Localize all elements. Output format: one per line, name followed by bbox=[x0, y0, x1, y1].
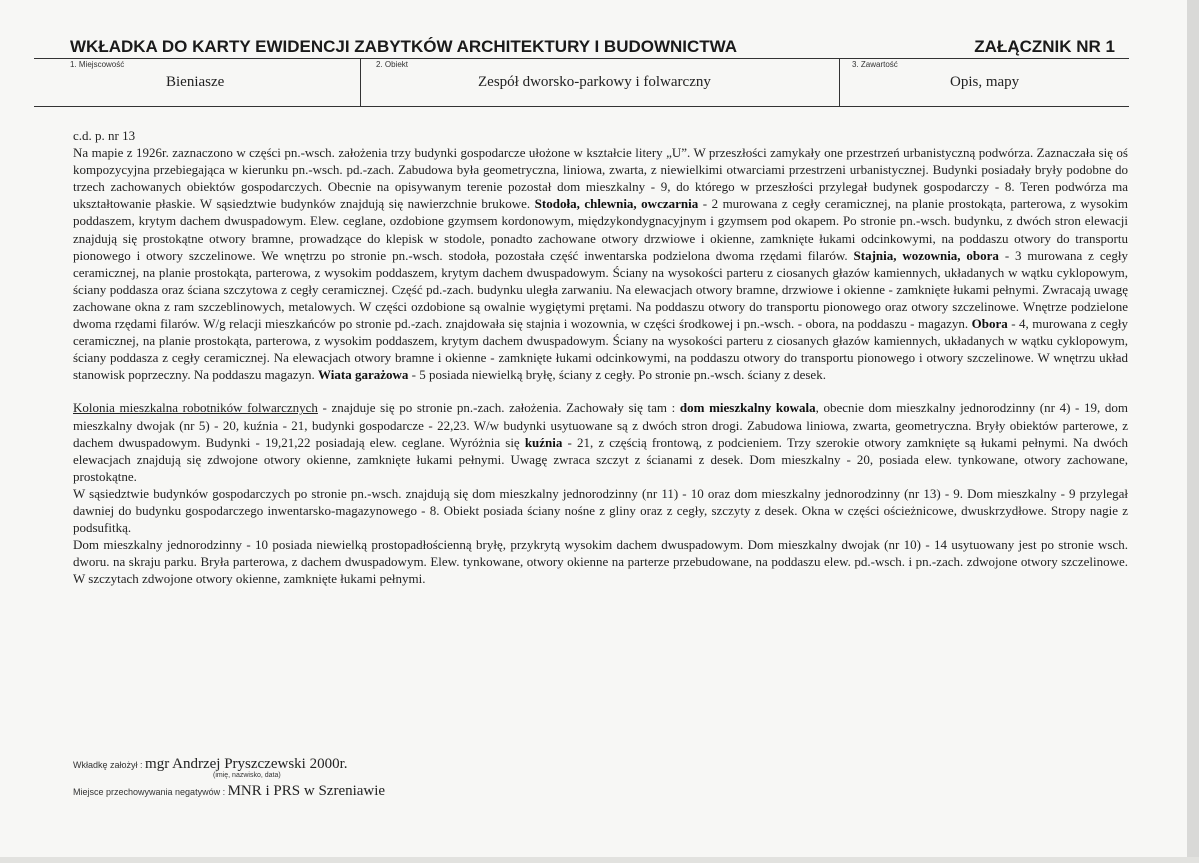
bold-term: dom mieszkalny kowala bbox=[679, 400, 816, 416]
description-body bbox=[73, 127, 1128, 587]
underlined-heading: Kolonia mieszkalna robotników folwarcznych bbox=[73, 400, 318, 416]
scan-edge-right bbox=[1187, 0, 1199, 863]
text-run: - 5 posiada niewielką bryłę, ściany z cegły. Po stronie pn.-wsch. ściany z desek. bbox=[408, 367, 826, 383]
attachment-number: ZAŁĄCZNIK NR 1 bbox=[974, 37, 1115, 56]
text-run: - 21, z częścią frontową, z podcieniem. Trzy szerokie otwory zamknięte są łukami pełnymi. Na dwóch elewacjach znajdują się zdwojone otwory okienne, zamknięte łukami pełnymi. Uwagę zwraca szczyt z ścianami z desek. Dom mieszkalny - 20, posiada elew. tynkowane, otwory zachowane, prostokątne. bbox=[73, 434, 1128, 484]
object-value: Zespół dworsko-parkowy i folwarczny bbox=[478, 74, 711, 90]
continuation-note: c.d. p. nr 13 bbox=[73, 128, 136, 143]
place-value: Bieniasze bbox=[166, 74, 225, 90]
text-run: - 3 murowana z cegły ceramicznej, na planie prostokąta, parterowa, z wysokim poddaszem, krytym dachem dwuspadowym. Ściany na wysokości parteru z ciosanych głazów kamiennych, układanych w wątku cyklopowym, ściany poddasza oraz ściana szczytowa z cegły ceramicznej. Część pd.-zach. budynku uległa zarwaniu. Na elewacjach otwory bramne, drzwiowe i okienne - zamknięte łukami pełnymi. Zwracają uwagę zachowane okna z ram szczeblinowych, metalowych. W części ozdobione są owalnie wygiętymi prętami. Na poddaszu otwory do transportu pionowego oraz otwory szczelinowe. Wnętrze podzielone dwoma rzędami filarów. W/g relacji mieszkańców po stronie pd.-zach. znajdowała się stajnia i wozownia, w części środkowej i pn.-wsch. - obora, na poddaszu - magazyn. bbox=[73, 247, 1128, 332]
author-hint: (imię, nazwisko, data) bbox=[213, 772, 281, 779]
paragraph-gap bbox=[73, 383, 1128, 399]
paragraph-workers-colony bbox=[73, 399, 1128, 484]
paragraph-farm-buildings bbox=[73, 144, 1128, 383]
bold-term: kuźnia bbox=[524, 434, 563, 450]
text-run: , obecnie dom mieszkalny jednorodzinny (nr 4) - 19, dom mieszkalny dwojak (nr 5) - 20, kuźnia - 21, budynki gospodarcze - 22,23. W/w budynki usytuowane są z dwóch stron drogi. Zabudowa liniowa, zwarta, geometryczna. Bryły obiektów parterowe, z dachem dwuspadowym. Budynki - 19,21,22 posiadają elew. ceglane. Wyróżnia się bbox=[73, 400, 1128, 450]
paragraph-houses: W sąsiedztwie budynków gospodarczych po stronie pn.-wsch. znajdują się dom mieszkalny jednorodzinny (nr 11) - 10 oraz dom mieszkalny jednorodzinny (nr 13) - 9. Dom mieszkalny - 9 przylegał dawniej do budynku gospodarczego inwentarsko-magazynowego - 8. Obiekt posiada ściany nośne z gliny oraz z cegły, szczyty z desek. Okna w części ościeżnicowe, dwuskrzydłowe. Stropy nagie z podsufitką. bbox=[73, 485, 1128, 536]
form-title: WKŁADKA DO KARTY EWIDENCJI ZABYTKÓW ARCHITEKTURY I BUDOWNICTWA bbox=[70, 37, 738, 56]
text-run: Na mapie z 1926r. zaznaczono w części pn.-wsch. założenia trzy budynki gospodarcze ułożone w kształcie litery „U”. W przeszłości zamykały one przestrzeń urbanistyczną podwórza. Zaznaczała się oś kompozycyjna przebiegająca w kierunku pn.-wsch. pd.-zach. Zabudowa była geometryczna, liniowa, zwarta, z niewielkimi otwarciami przestrzeni urbanistycznej. Budynki posiadały bryły podobne do trzech zachowanych obiektów gospodarczych. Obecnie na opisywanym terenie pozostał dom mieszkalny - 9, do którego w przeszłości przylegał budynek gospodarczy - 8. Teren podwórza ma ukształtowanie płaskie. W sąsiedztwie budynków znajdują się nawierzchnie brukowe. bbox=[73, 145, 1128, 212]
bold-term: Wiata garażowa bbox=[318, 367, 409, 383]
storage-label: Miejsce przechowywania negatywów : bbox=[73, 787, 226, 797]
storage-line bbox=[73, 783, 385, 800]
content-label: 3. Zawartość bbox=[852, 60, 898, 69]
bold-term: Stodoła, chlewnia, owczarnia bbox=[534, 196, 699, 212]
bold-term: Obora bbox=[971, 316, 1008, 332]
scan-edge-bottom bbox=[0, 857, 1199, 863]
author-label: Wkładkę założył : bbox=[73, 760, 143, 770]
bold-term: Stajnia, wozownia, obora bbox=[853, 247, 999, 263]
author-value: mgr Andrzej Pryszczewski 2000r. bbox=[145, 756, 348, 772]
header-top-rule bbox=[34, 58, 1129, 59]
field-divider-2 bbox=[839, 58, 840, 107]
text-run: - 2 murowana z cegły ceramicznej, na planie prostokąta, parterowa, z wysokim poddaszem, krytym dachem dwuspadowym. Elew. ceglane, ozdobione gzymsem kordonowym, międzykondygnacyjnym i gzymsem pod okapem. Po stronie pn.-wsch. budynku, z dwóch stron elewacji znajdują się prostokątne otwory bramne, prowadzące do klepisk w stodole, ponadto zachowane otwory drzwiowe i okienne, zamknięte łukami odcinkowymi, na poddaszu otwory do transportu pionowego i otwory szczelinowe. We wnętrzu po stronie pn.-wsch. stodoła, pozostała część inwentarska podzielona dwoma rzędami filarów. bbox=[73, 196, 1128, 263]
text-run: - 4, murowana z cegły ceramicznej, na planie prostokąta, parterowa, z wysokim poddaszem, krytym dachem dwuspadowym. Ściany na wysokości parteru z ciosanych głazów kamiennych, układanych w wątku cyklopowym, ściany poddasza z cegły ceramicznej. Na elewacjach otwory bramne i okienne - zamknięte łukami odcinkowymi, na poddaszu otwory do transportu pionowego i otwory szczelinowe. W wnętrzu układ stanowisk poprzeczny. Na poddaszu magazyn. bbox=[73, 316, 1128, 383]
author-line bbox=[73, 756, 348, 773]
storage-value: MNR i PRS w Szreniawie bbox=[227, 783, 386, 799]
object-label: 2. Obiekt bbox=[376, 60, 409, 69]
header-bottom-rule bbox=[34, 106, 1129, 107]
content-value: Opis, mapy bbox=[950, 74, 1020, 90]
text-run: - znajduje się po stronie pn.-zach. założenia. Zachowały się tam : bbox=[317, 400, 680, 416]
field-divider-1 bbox=[360, 58, 361, 107]
paragraph-house-details: Dom mieszkalny jednorodzinny - 10 posiada niewielką prostopadłościenną bryłę, przykrytą wysokim dachem dwuspadowym. Dom mieszkalny dwojak (nr 10) - 14 usytuowany jest po stronie wsch. dworu. na skraju parku. Bryła parterowa, z dachem dwuspadowym. Elew. tynkowane, otwory okienne na parterze przebudowane, na poddaszu elew. pd.-wsch. i pn.-zach. zdwojone otwory szczelinowe. W szczytach zdwojone otwory okienne, zamknięte łukami pełnymi. bbox=[73, 537, 1128, 587]
place-label: 1. Miejscowość bbox=[70, 60, 125, 69]
